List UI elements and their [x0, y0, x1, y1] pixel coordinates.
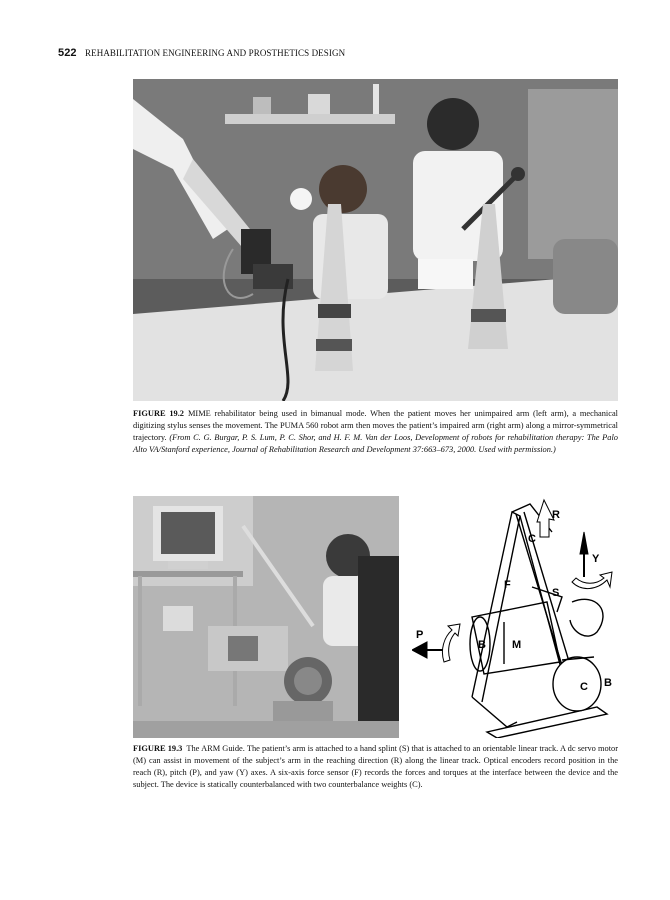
label-f: F: [504, 579, 511, 591]
caption-text: MIME rehabilitator being used in bimanual mode. When the patient moves her unimpaired arm (left arm), a mechanical digitizing stylus senses the movement. The PUMA 560 robot arm then moves the patient’s impaired arm (right arm) along a mirror-symmetrical trajectory.: [133, 409, 618, 442]
label-r: R: [552, 509, 560, 521]
figure-19-3-diagram: [412, 492, 618, 738]
figure-19-2-caption: [133, 408, 618, 456]
figure-19-3-caption: [133, 743, 618, 791]
running-header: [58, 47, 345, 59]
label-b-right: B: [604, 677, 612, 689]
label-b-left: B: [478, 639, 486, 651]
label-c-bottom: C: [580, 681, 588, 693]
caption-source: (From C. G. Burgar, P. S. Lum, P. C. Shor, and H. F. M. Van der Loos, Development of robots for rehabilitation therapy: The Palo Alto VA/Stanford experience, Journal of Rehabilitation Research and Development 37:663–673, 2000. Used with permission.): [133, 433, 618, 454]
caption-text: The ARM Guide. The patient’s arm is attached to a hand splint (S) that is attached to an orientable linear track. A dc servo motor (M) can assist in movement of the subject’s arm in the reaching direction (R) along the linear track. Optical encoders record position in the reach (R), pitch (P), and yaw (Y) axes. A six-axis force sensor (F) records the forces and torques at the interface between the device and the subject. The device is statically counterbalanced with two counterbalance weights (C).: [133, 744, 618, 789]
running-title: REHABILITATION ENGINEERING AND PROSTHETICS DESIGN: [85, 48, 346, 58]
figure-label: FIGURE 19.2: [133, 409, 184, 418]
label-p: P: [416, 629, 424, 641]
figure-19-3-photo: [133, 496, 399, 738]
label-y: Y: [592, 553, 600, 565]
label-c-top: C: [528, 533, 536, 545]
label-m: M: [512, 639, 522, 651]
label-s: S: [552, 587, 560, 599]
page-number: 522: [58, 47, 77, 59]
figure-label: FIGURE 19.3: [133, 744, 183, 753]
figure-19-2-photo: [133, 79, 618, 401]
